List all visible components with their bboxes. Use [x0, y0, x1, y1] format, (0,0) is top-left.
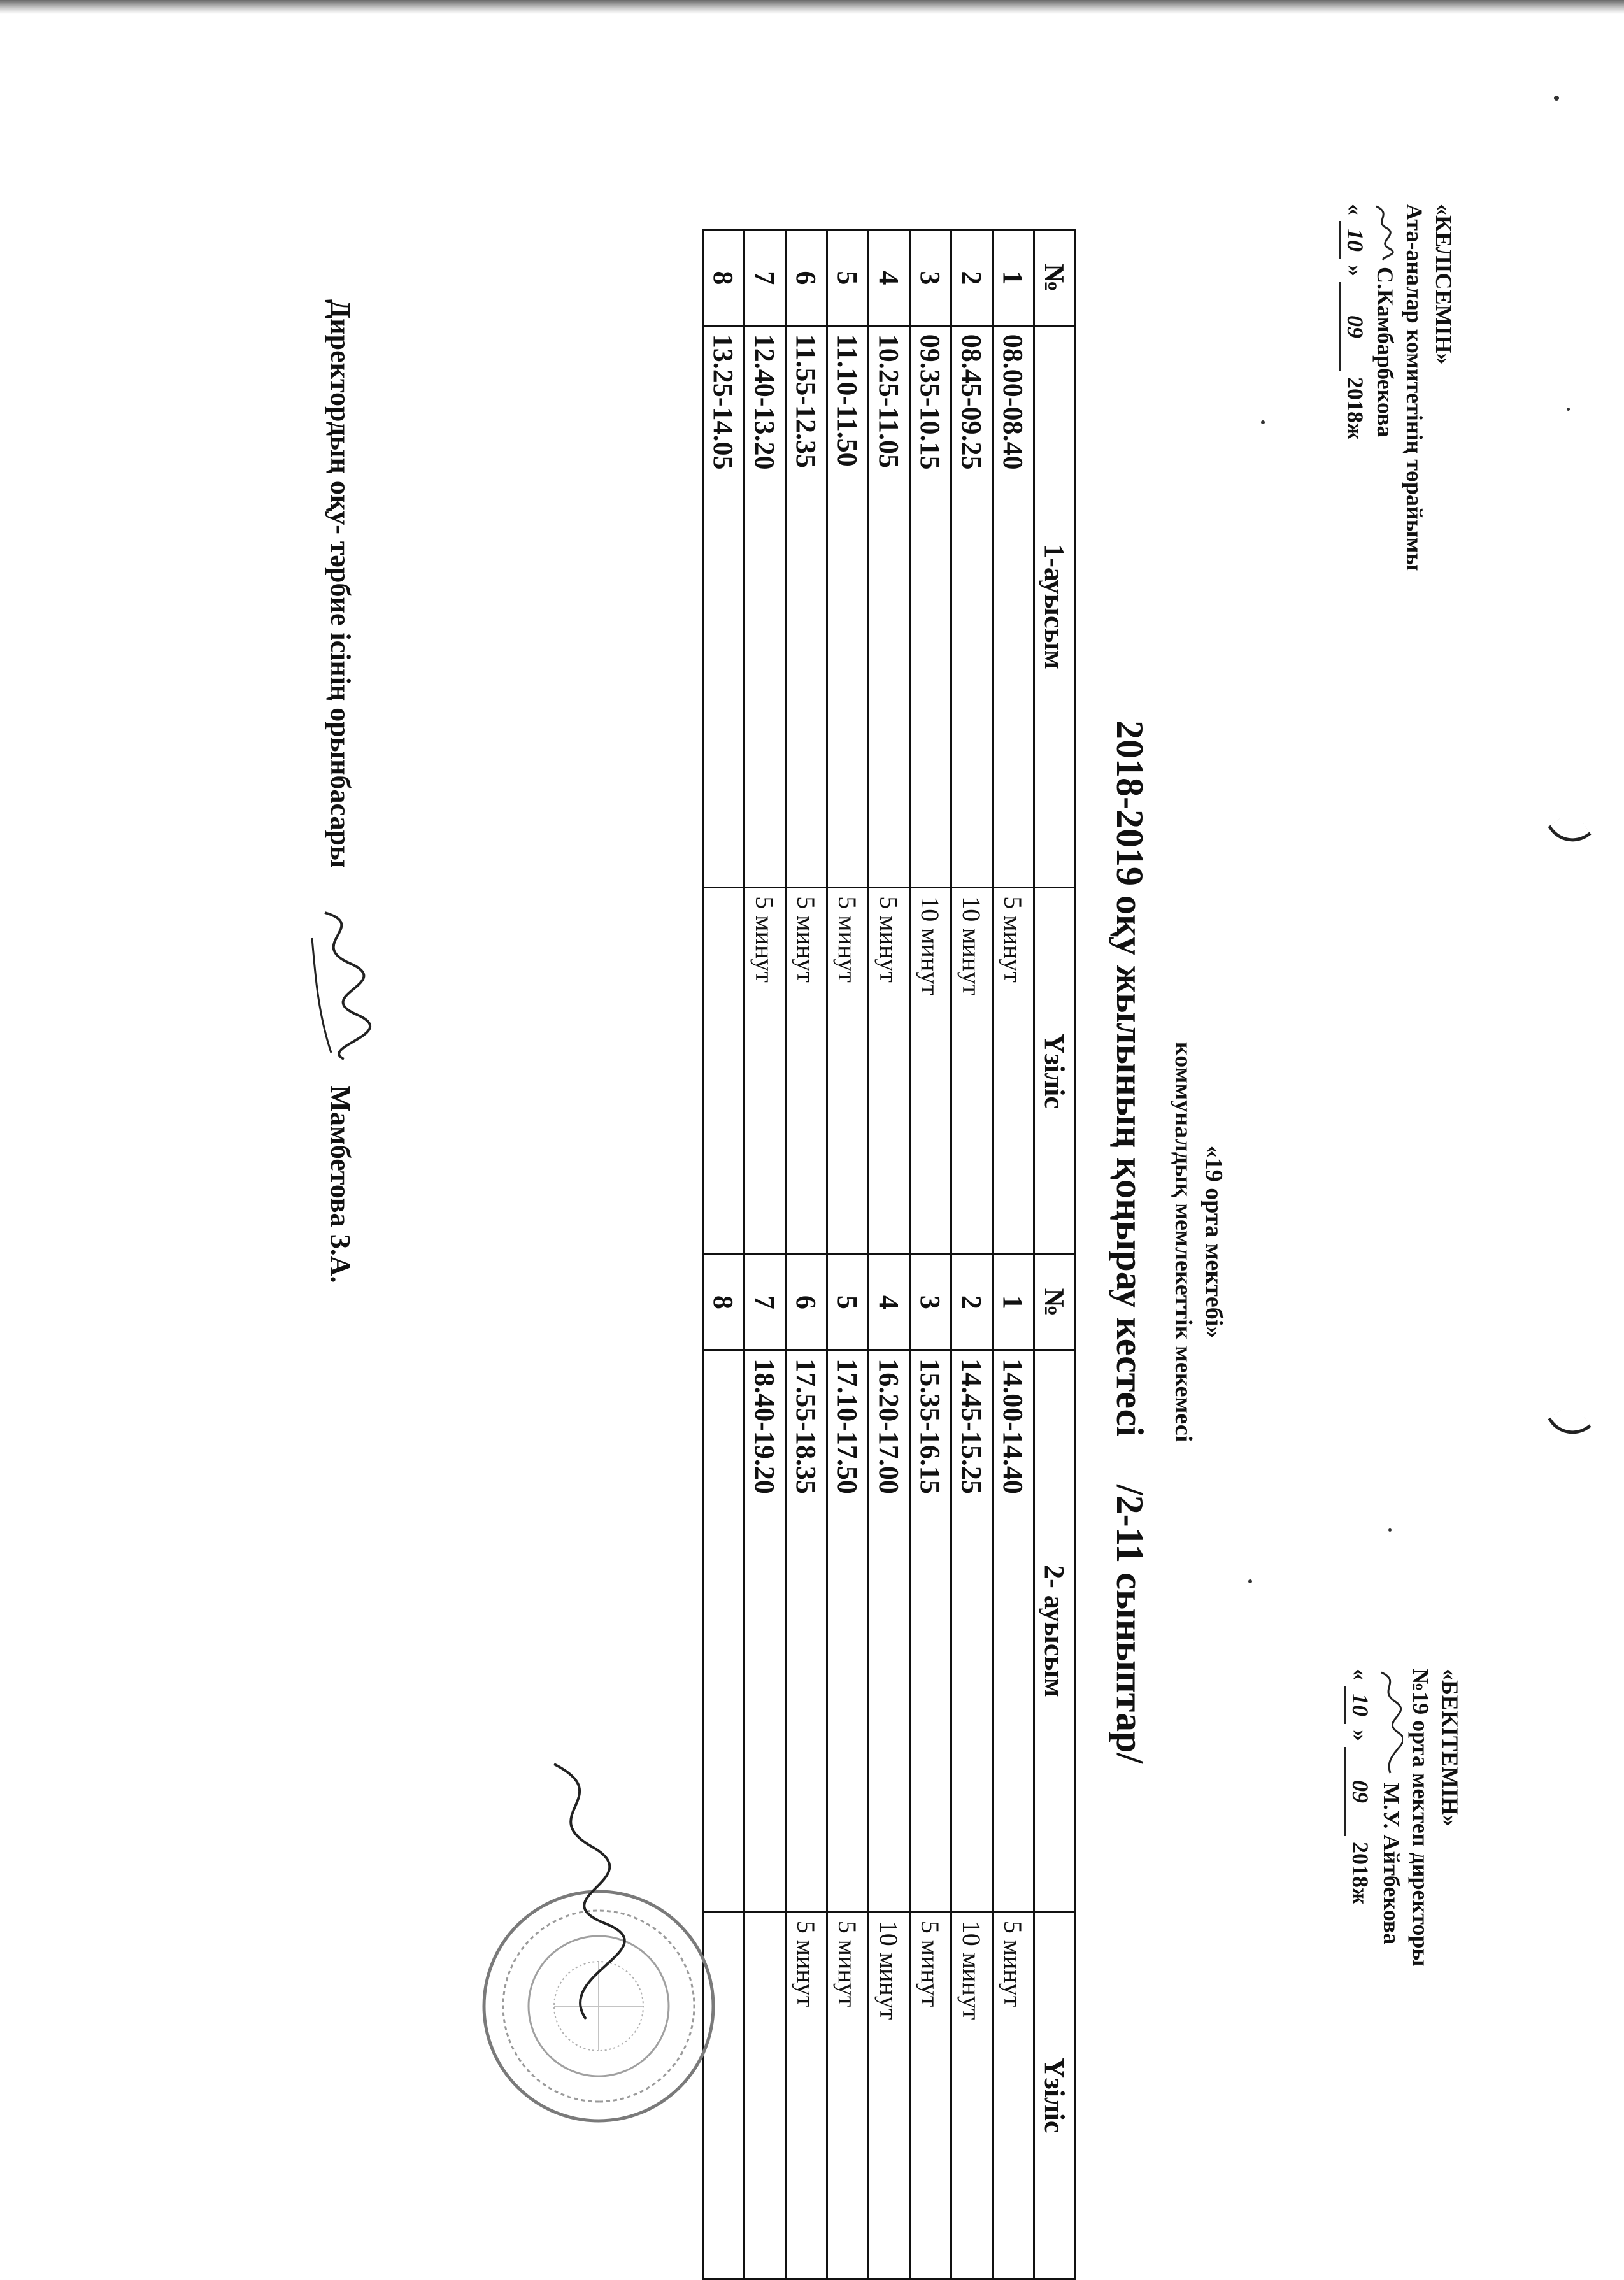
lesson-time: 14.00-14.40: [993, 1350, 1034, 1912]
lesson-number: 3: [910, 231, 951, 326]
break-duration: 10 минут: [951, 888, 993, 1255]
table-row: [993, 231, 1034, 2279]
header-break-2: Үзіліс: [1034, 1912, 1076, 2279]
document-title-sub: /2-11 сыныптар/: [1109, 1484, 1151, 1763]
table-row: [951, 231, 993, 2279]
break-duration: 5 минут: [827, 888, 869, 1255]
footer-position: Директордың оқу- тәрбие ісінің орынбасары: [324, 299, 356, 868]
date-month: 09: [1344, 1747, 1375, 1836]
header-shift-2: 2- ауысым: [1034, 1350, 1076, 1912]
header-shift-1: 1-ауысым: [1034, 325, 1076, 887]
lesson-number: 1: [993, 1255, 1034, 1350]
lesson-time: 17.55-18.35: [786, 1350, 827, 1912]
lesson-number: 8: [703, 1255, 744, 1350]
header-number-1: №: [1034, 231, 1076, 326]
lesson-time: [703, 1350, 744, 1912]
lesson-time: 12.40-13.20: [744, 325, 786, 887]
break-duration: 10 минут: [951, 1912, 993, 2279]
break-duration: [703, 888, 744, 1255]
lesson-time: 16.20-17.00: [869, 1350, 910, 1912]
approval-approved-signer: М.У. Айтбекова: [1379, 1783, 1404, 1945]
approval-agreed-signer-line: [1370, 204, 1400, 726]
lesson-number: 5: [827, 1255, 869, 1350]
break-duration: [744, 1912, 786, 2279]
signature-icon: [1370, 204, 1395, 261]
break-duration: 5 минут: [993, 888, 1034, 1255]
signature-icon: [1375, 1669, 1403, 1777]
footer-signature-line: [299, 299, 376, 1828]
date-year: 2018ж: [1348, 1842, 1374, 1905]
table-row: [786, 231, 827, 2279]
table-row: [744, 231, 786, 2279]
break-duration: 5 минут: [744, 888, 786, 1255]
lesson-time: 14.45-15.25: [951, 1350, 993, 1912]
school-name-line2: коммуналдық мемлекеттік мекемесі: [1170, 1041, 1197, 1443]
date-year: 2018ж: [1343, 377, 1369, 440]
lesson-time: 09.35-10.15: [910, 325, 951, 887]
lesson-time: 10.25-11.05: [869, 325, 910, 887]
lesson-time: 11.10-11.50: [827, 325, 869, 887]
table-header-row: [1034, 231, 1076, 2279]
date-day: 10: [1344, 1686, 1375, 1724]
lesson-number: 3: [910, 1255, 951, 1350]
date-close-quote: »: [1343, 265, 1369, 276]
lesson-number: 4: [869, 231, 910, 326]
director-signature-icon: [529, 1758, 630, 2025]
approval-approved-heading: «БЕКІТЕМІН»: [1437, 1669, 1463, 1827]
approval-agreed-heading: «КЕЛІСЕМІН»: [1431, 204, 1457, 365]
date-open-quote: «: [1348, 1669, 1374, 1680]
break-duration: 5 минут: [827, 1912, 869, 2279]
approval-approved-block: [1344, 1669, 1465, 2204]
lesson-time: 18.40-19.20: [744, 1350, 786, 1912]
date-close-quote: »: [1348, 1730, 1374, 1741]
break-duration: 10 минут: [910, 888, 951, 1255]
date-month: 09: [1339, 282, 1370, 371]
table-row: [910, 231, 951, 2279]
approval-approved-position: №19 орта мектеп директоры: [1408, 1669, 1434, 1967]
header-number-2: №: [1034, 1255, 1076, 1350]
lesson-number: 6: [786, 1255, 827, 1350]
approval-agreed-position: Ата-аналар комитетінің төрайымы: [1402, 204, 1427, 571]
lesson-number: 6: [786, 231, 827, 326]
school-name: [1168, 892, 1229, 1592]
break-duration: 5 минут: [910, 1912, 951, 2279]
footer-name: Мамбетова З.А.: [324, 1085, 356, 1283]
lesson-time: 08.00-08.40: [993, 325, 1034, 887]
school-name-line1: «19 орта мектебі»: [1200, 1145, 1227, 1339]
approval-agreed-signer: С.Камбарбекова: [1372, 267, 1398, 438]
approval-approved-signer-line: [1375, 1669, 1406, 2204]
approval-agreed-block: [1339, 204, 1458, 726]
document-title-main: 2018-2019 оқу жылының қоңырау кестесі: [1109, 720, 1151, 1437]
approval-approved-date: [1344, 1669, 1375, 2204]
date-day: 10: [1339, 221, 1370, 259]
break-duration: 5 минут: [993, 1912, 1034, 2279]
document-title: [1107, 478, 1153, 2006]
lesson-time: 11.55-12.35: [786, 325, 827, 887]
lesson-time: 17.10-17.50: [827, 1350, 869, 1912]
lesson-number: 1: [993, 231, 1034, 326]
approval-agreed-date: [1339, 204, 1370, 726]
lesson-number: 7: [744, 231, 786, 326]
table-row: [869, 231, 910, 2279]
lesson-number: 8: [703, 231, 744, 326]
lesson-number: 7: [744, 1255, 786, 1350]
break-duration: 5 минут: [786, 888, 827, 1255]
bell-schedule-table: [702, 229, 1076, 2280]
deputy-signature-icon: [299, 900, 376, 1065]
lesson-number: 5: [827, 231, 869, 326]
lesson-time: 15.35-16.15: [910, 1350, 951, 1912]
lesson-number: 2: [951, 231, 993, 326]
lesson-time: 13.25-14.05: [703, 325, 744, 887]
break-duration: 5 минут: [786, 1912, 827, 2279]
lesson-time: 08.45-09.25: [951, 325, 993, 887]
date-open-quote: «: [1343, 204, 1369, 215]
lesson-number: 2: [951, 1255, 993, 1350]
table-row: [827, 231, 869, 2279]
lesson-number: 4: [869, 1255, 910, 1350]
header-break-1: Үзіліс: [1034, 888, 1076, 1255]
break-duration: 10 минут: [869, 1912, 910, 2279]
break-duration: 5 минут: [869, 888, 910, 1255]
